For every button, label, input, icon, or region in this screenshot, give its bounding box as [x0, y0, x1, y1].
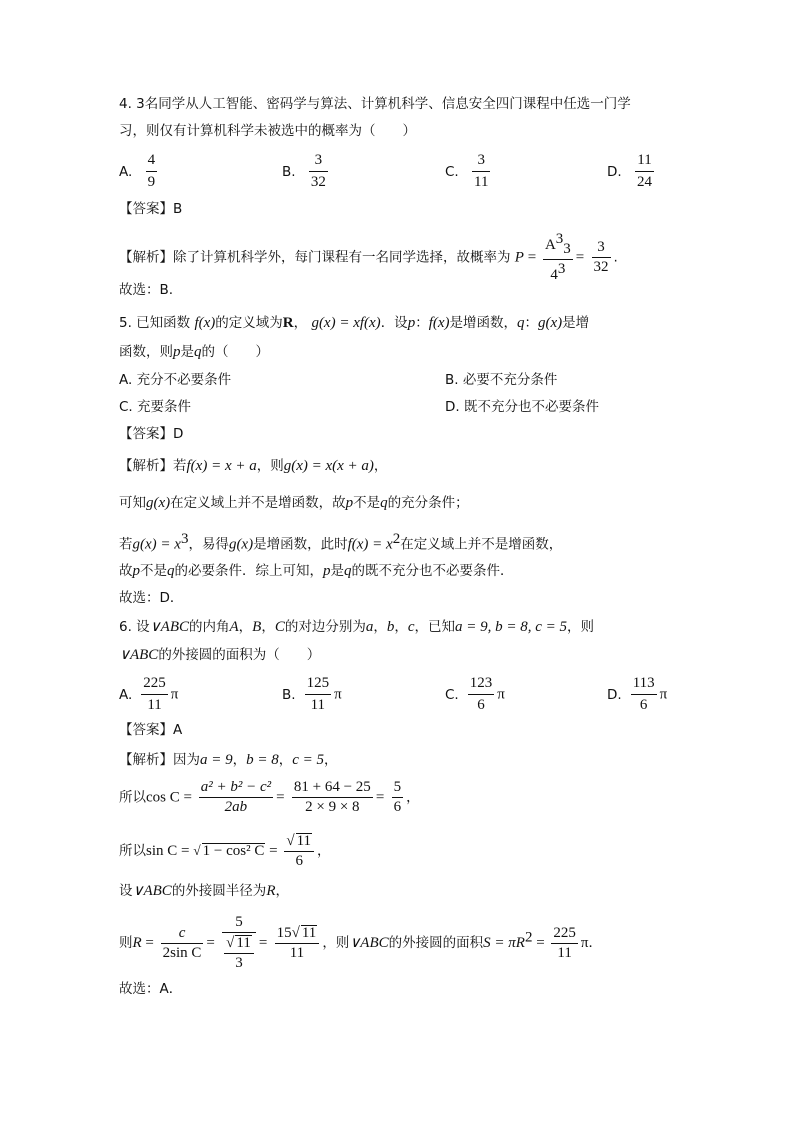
q5-analysis-3: 若$g(x) = x^3$，易得g(x)是增函数，此时$f(x) = x^2$在定义域上并不是增函数， [119, 531, 563, 553]
q6-step-1: 【解析】因为a = 9，b = 8，c = 5， [119, 752, 338, 768]
q6-option-d: D. $\frac{113}{6}$ π [607, 675, 668, 713]
q5-answer: 【答案】D [119, 426, 184, 442]
q5-option-b: B. 必要不充分条件 [445, 372, 558, 388]
q6-step-5: 则R = $\frac{c}{\text{2sin C}}$ = $\frac{5}{\frac{√ 11}{3}}$ = $\frac{15√ 11}{11}$ ，则∨ABC的外接圆的面积$S = \pi R^2$ = $\frac{225}{11}$ π． [119, 914, 602, 971]
q6-answer: 【答案】A [119, 722, 183, 738]
q6-option-c: C. $\frac{123}{6}$ π [445, 675, 505, 713]
q6-step-3: 所以sin C = √ 1 − cos² C = $\frac{√ 11}{6}$ ， [119, 833, 331, 869]
q6-step-2: 所以cos C = $\frac{\text{a² + b² − c²}}{2ab}$ = $\frac{81 + 64 - 25}{2 \times 9 \times 8}$ = $\frac{5}{6}$ ， [119, 779, 420, 815]
q5-line1: 5. 已知函数 f(x)的定义域为R， g(x) = xf(x)．设p：f(x)是增函数，q：g(x)是增 [119, 315, 590, 331]
q4-option-d: D. $\frac{11}{24}$ [607, 152, 652, 190]
q5-conclusion: 故选：D． [119, 590, 184, 606]
q5-option-c: C. 充要条件 [119, 399, 192, 415]
q5-analysis-1: 【解析】若f(x) = x + a，则g(x) = x(x + a)， [119, 458, 388, 474]
q4-option-c: C. $\frac{3}{11}$ [445, 152, 489, 190]
q6-conclusion: 故选：A． [119, 981, 183, 997]
q6-line1: 6. 设∨ABC的内角A，B，C的对边分别为a，b，c，已知a = 9, b = 8, c = 5，则 [119, 619, 595, 635]
q5-analysis-2: 可知g(x)在定义域上并不是增函数，故p不是q的充分条件； [119, 495, 469, 511]
q4-conclusion: 故选：B. [119, 282, 174, 298]
q6-line2: ∨ABC的外接圆的面积为（ ） [119, 647, 321, 663]
q4-option-b: B. $\frac{3}{32}$ [282, 152, 326, 190]
q4-option-a: A. $\frac{4}{9}$ [119, 152, 156, 190]
q5-line2: 函数，则p是q的（ ） [119, 344, 269, 360]
q6-option-a: A. $\frac{225}{11}$ π [119, 675, 179, 713]
q4-answer: 【答案】B [119, 201, 183, 217]
q5-option-d: D. 既不充分也不必要条件 [445, 399, 599, 415]
q4-line1: 4. 3名同学从人工智能、密码学与算法、计算机科学、信息安全四门课程中任选一门学 [119, 96, 631, 112]
q5-analysis-4: 故p不是q的必要条件．综上可知，p是q的既不充分也不必要条件． [119, 563, 514, 579]
q6-option-b: B. $\frac{125}{11}$ π [282, 675, 342, 713]
q6-step-4: 设∨ABC的外接圆半径为R， [119, 883, 289, 899]
q4-line2: 习，则仅有计算机科学未被选中的概率为（ ） [119, 123, 416, 139]
q5-option-a: A. 充分不必要条件 [119, 372, 232, 388]
q4-analysis: 【解析】除了计算机科学外，每门课程有一名同学选择，故概率为 P = $\frac{A^3_3}{4^3}$ = $\frac{3}{32}$ . [119, 231, 618, 283]
